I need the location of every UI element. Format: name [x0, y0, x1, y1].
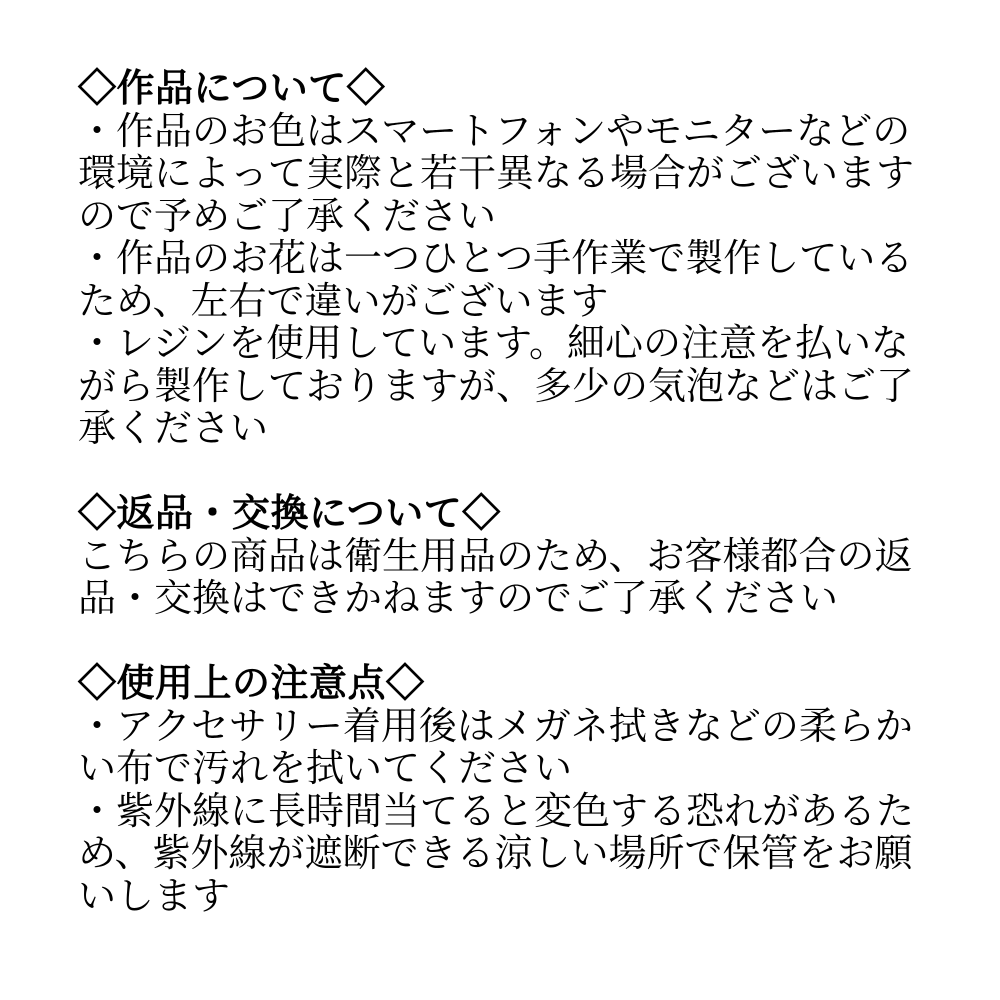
- section-returns-exchanges: [78, 493, 1000, 621]
- section-about-work: [78, 68, 1000, 451]
- text-line: ・レジンを使用しています。細心の注意を払いな: [78, 323, 910, 365]
- text-line: ・紫外線に長時間当てると変色する恐れがあるた: [78, 790, 915, 833]
- text-line: 品・交換はできかねますのでご了承ください: [78, 578, 839, 620]
- section-usage-precautions-heading: ◇使用上の注意点◇: [78, 663, 425, 705]
- text-line: ・作品のお色はスマートフォンやモニターなどの: [78, 110, 911, 153]
- section-returns-exchanges-heading: ◇返品・交換について◇: [78, 493, 501, 535]
- text-line: 環境によって実際と若干異なる場合がございます: [78, 153, 915, 195]
- text-line: ので予めご了承ください: [78, 195, 497, 238]
- text-line: こちらの商品は衛生用品のため、お客様都合の返: [78, 535, 913, 578]
- text-line: ・アクセサリー着用後はメガネ拭きなどの柔らか: [78, 705, 913, 748]
- text-line: ため、左右で違いがございます: [78, 280, 609, 323]
- text-line: 承ください: [78, 408, 269, 450]
- text-line: い布で汚れを拭いてください: [78, 748, 573, 790]
- section-usage-precautions: [78, 663, 1000, 918]
- text-line: がら製作しておりますが、多少の気泡などはご了: [78, 365, 915, 408]
- text-line: め、紫外線が遮断できる涼しい場所で保管をお願: [78, 833, 913, 875]
- section-about-work-heading: ◇作品について◇: [78, 68, 386, 110]
- text-line: ・作品のお花は一つひとつ手作業で製作している: [78, 238, 914, 280]
- text-line: いします: [78, 875, 231, 918]
